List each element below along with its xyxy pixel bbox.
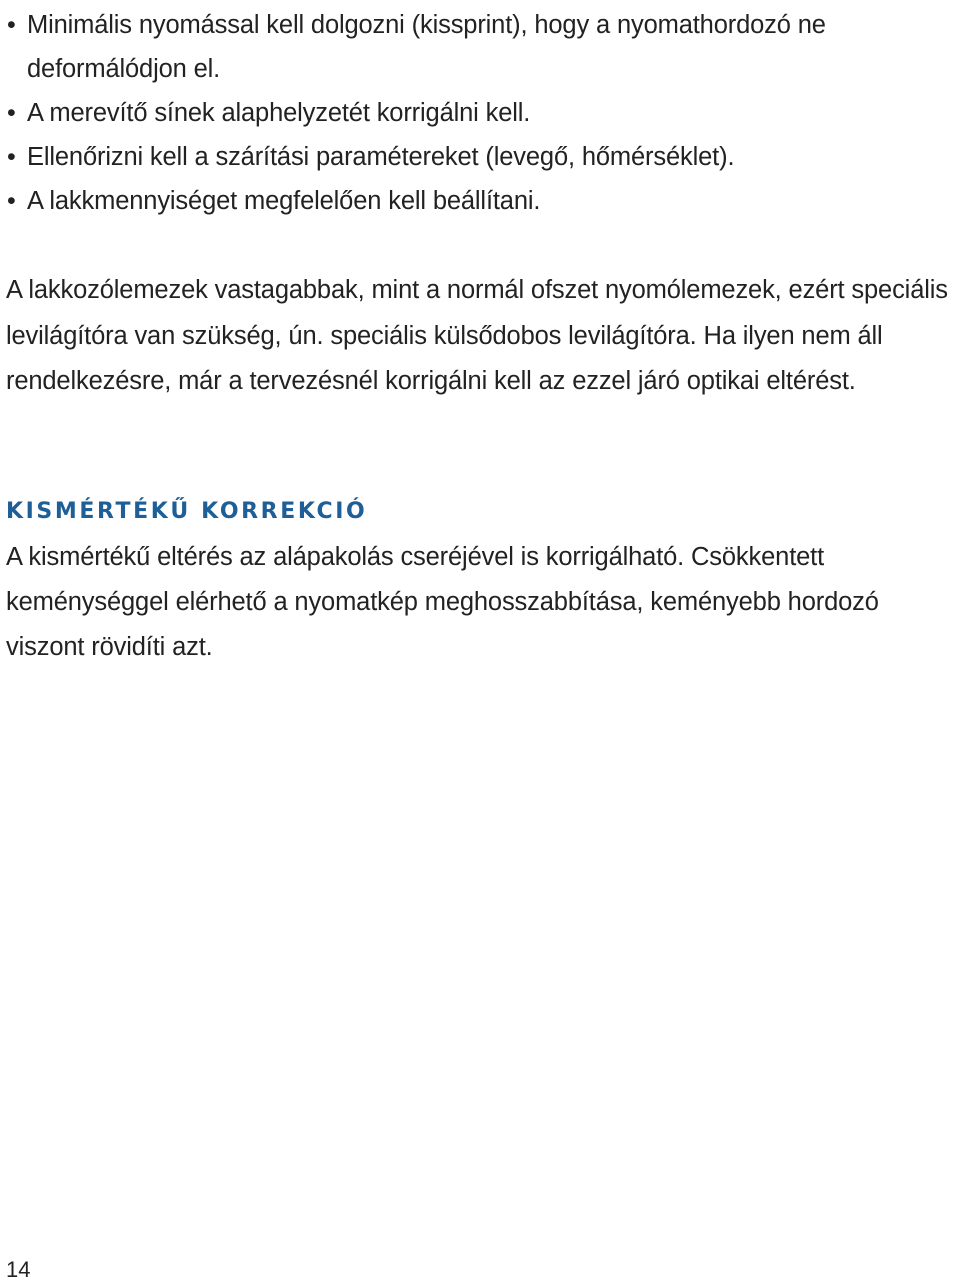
page-number: 14 (6, 1257, 31, 1282)
list-item (6, 91, 956, 135)
bullet-icon: • (7, 143, 16, 171)
bullet-icon: • (7, 99, 16, 127)
list-item (6, 135, 956, 179)
list-item-text: Minimális nyomással kell dolgozni (kissprint), hogy a nyomathordozó ne deformálódjon el. (27, 11, 826, 83)
section-heading: KISMÉRTÉKŰ KORREKCIÓ (6, 499, 368, 524)
list-item (6, 3, 956, 91)
bullet-list (6, 3, 956, 223)
bullet-icon: • (7, 187, 16, 215)
body-paragraph-plates: A lakkozólemezek vastagabbak, mint a normál ofszet nyomólemezek, ezért speciális levilágítóra van szükség, ún. speciális külsődobos levilágítóra. Ha ilyen nem áll rendelkezésre, már a tervezésnél korrigálni kell az ezzel járó optikai eltérést. (6, 276, 948, 395)
list-item (6, 179, 956, 223)
list-item-text: Ellenőrizni kell a szárítási paramétereket (levegő, hőmérséklet). (27, 143, 735, 171)
list-item-text: A lakkmennyiséget megfelelően kell beállítani. (27, 187, 541, 215)
body-paragraph-correction: A kismértékű eltérés az alápakolás cseréjével is korrigálható. Csökkentett keménységgel elérhető a nyomatkép meghosszabbítása, keményebb hordozó viszont rövidíti azt. (6, 543, 879, 661)
bullet-icon: • (7, 11, 16, 39)
list-item-text: A merevítő sínek alaphelyzetét korrigálni kell. (27, 99, 531, 127)
